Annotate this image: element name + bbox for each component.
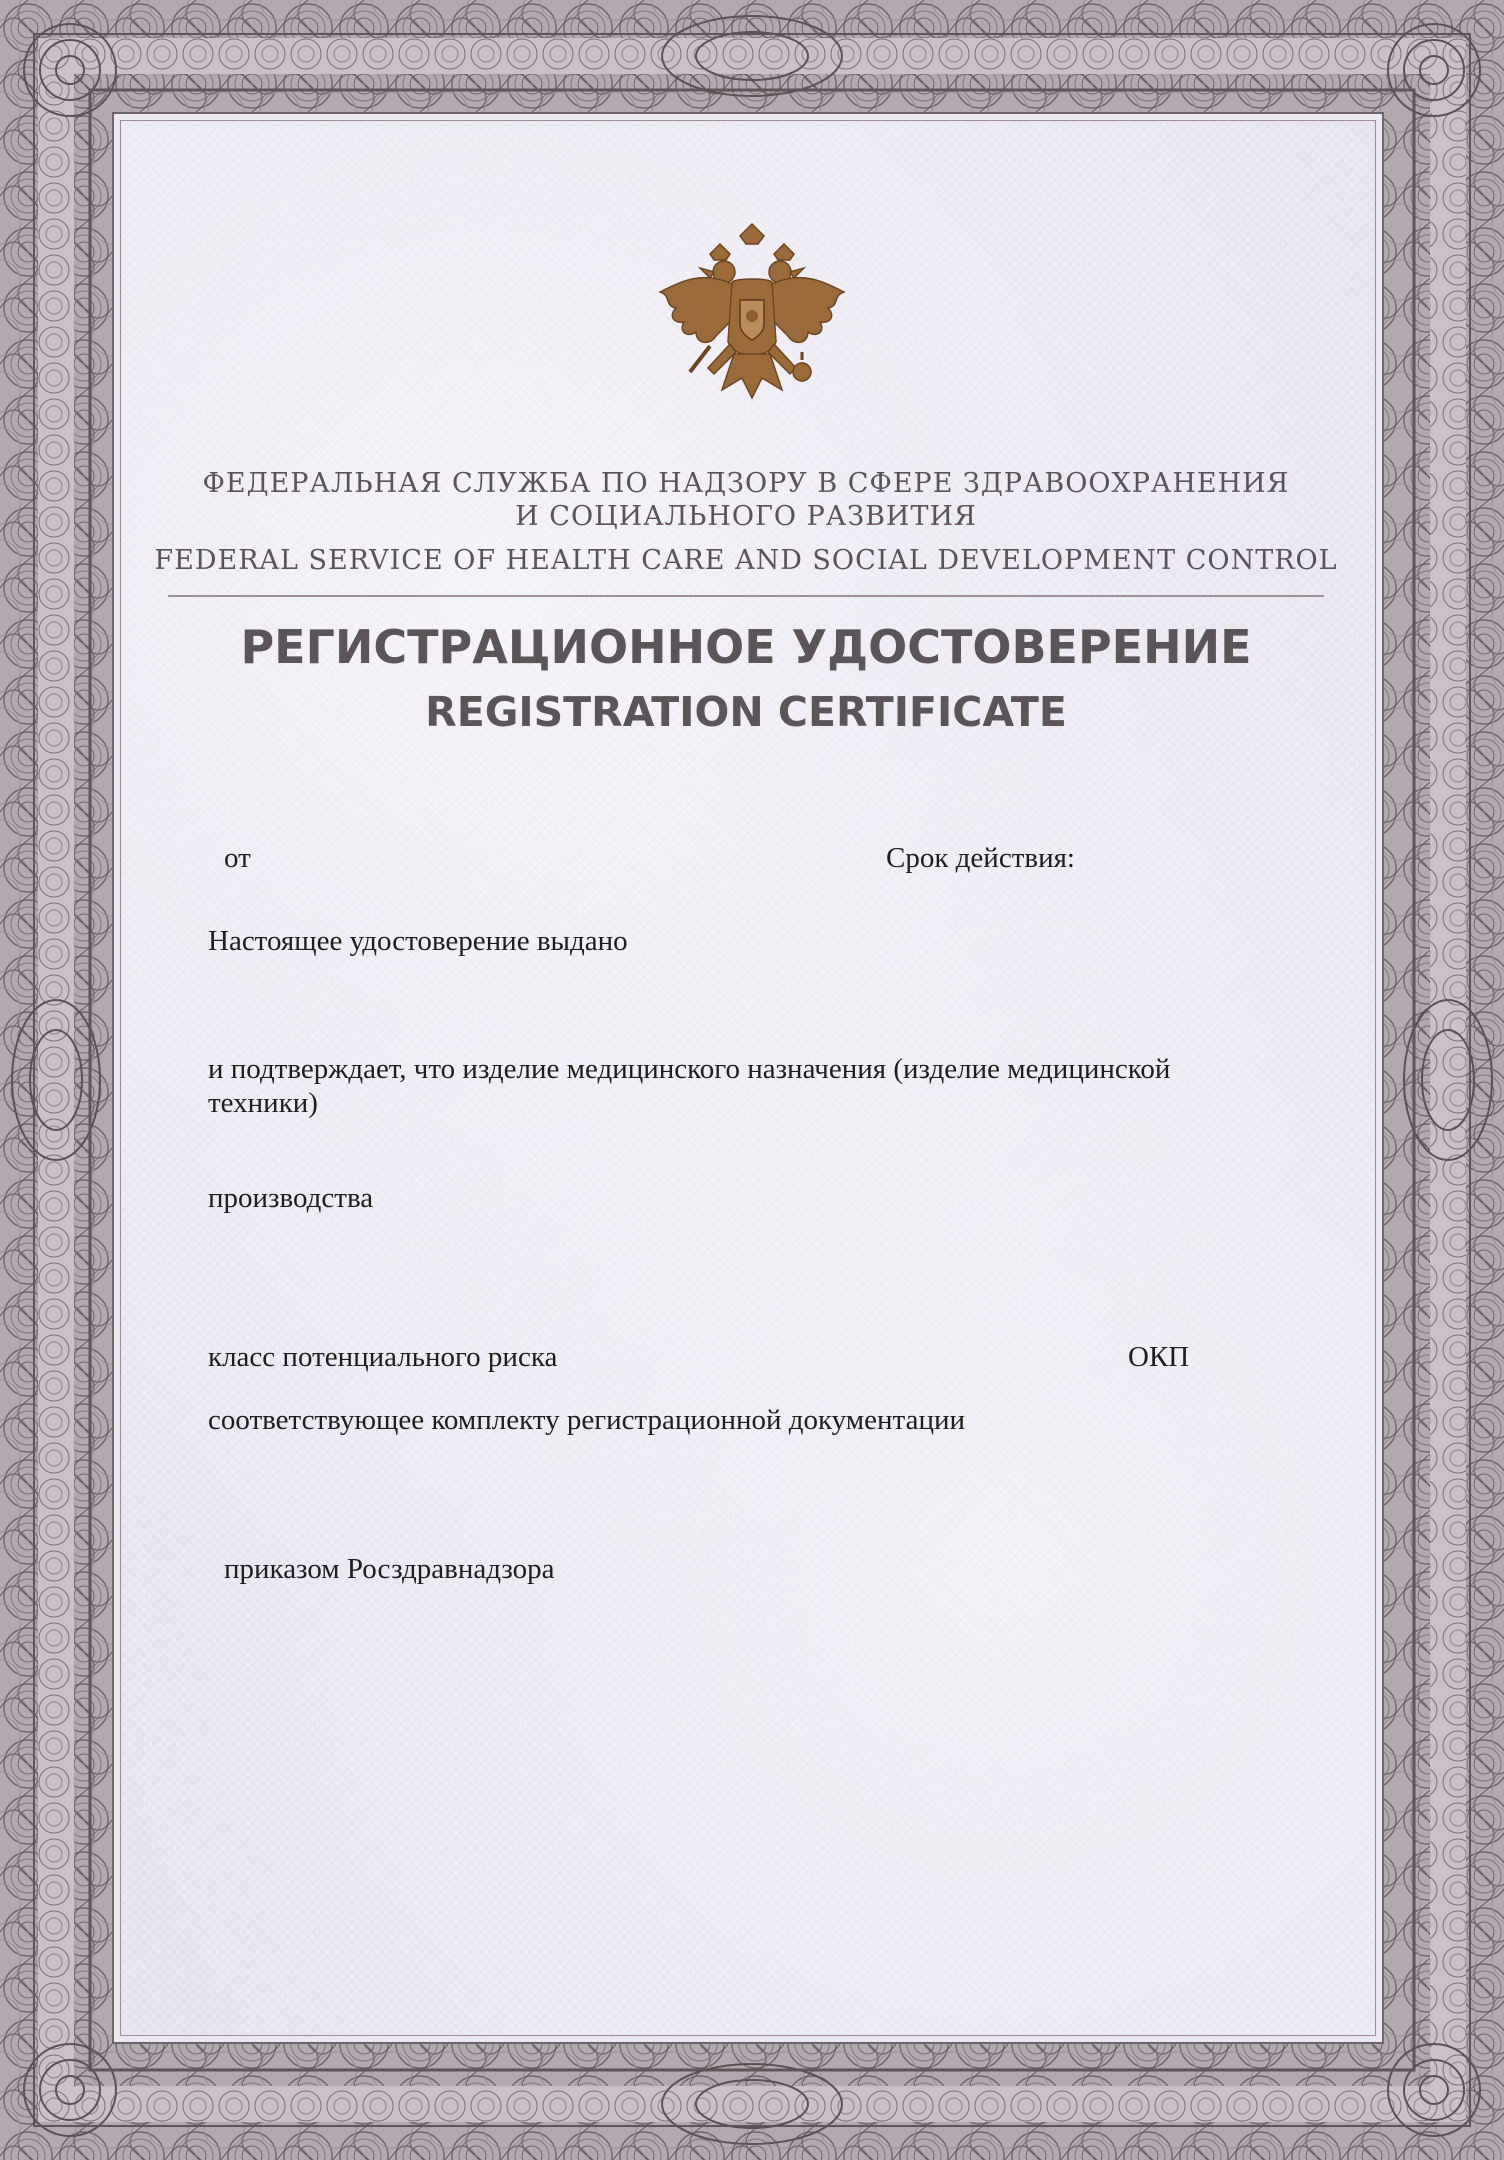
header-divider <box>168 595 1324 597</box>
okp-label: ОКП <box>1128 1341 1190 1373</box>
certificate-title-en: REGISTRATION CERTIFICATE <box>425 688 1067 736</box>
confirms-text-line2: техники) <box>208 1087 318 1119</box>
agency-name-ru-line2: И СОЦИАЛЬНОГО РАЗВИТИЯ <box>515 501 977 532</box>
validity-label: Срок действия: <box>886 842 1075 874</box>
confirms-text-line1: и подтверждает, что изделие медицинского назначения (изделие медицинской <box>208 1053 1171 1085</box>
double-headed-eagle-emblem-icon <box>652 222 852 412</box>
agency-name-ru-line1: ФЕДЕРАЛЬНАЯ СЛУЖБА ПО НАДЗОРУ В СФЕРЕ ЗДРАВООХРАНЕНИЯ <box>202 468 1290 499</box>
date-from-label: от <box>224 842 251 874</box>
certificate-title-ru: РЕГИСТРАЦИОННОЕ УДОСТОВЕРЕНИЕ <box>240 620 1252 674</box>
risk-class-label: класс потенциального риска <box>208 1341 558 1373</box>
conforms-label: соответствующее комплекту регистрационной документации <box>208 1404 966 1436</box>
issued-to-label: Настоящее удостоверение выдано <box>208 925 628 957</box>
production-label: производства <box>208 1182 374 1214</box>
agency-name-en: FEDERAL SERVICE OF HEALTH CARE AND SOCIAL DEVELOPMENT CONTROL <box>154 545 1338 576</box>
order-label: приказом Росздравнадзора <box>224 1553 555 1585</box>
